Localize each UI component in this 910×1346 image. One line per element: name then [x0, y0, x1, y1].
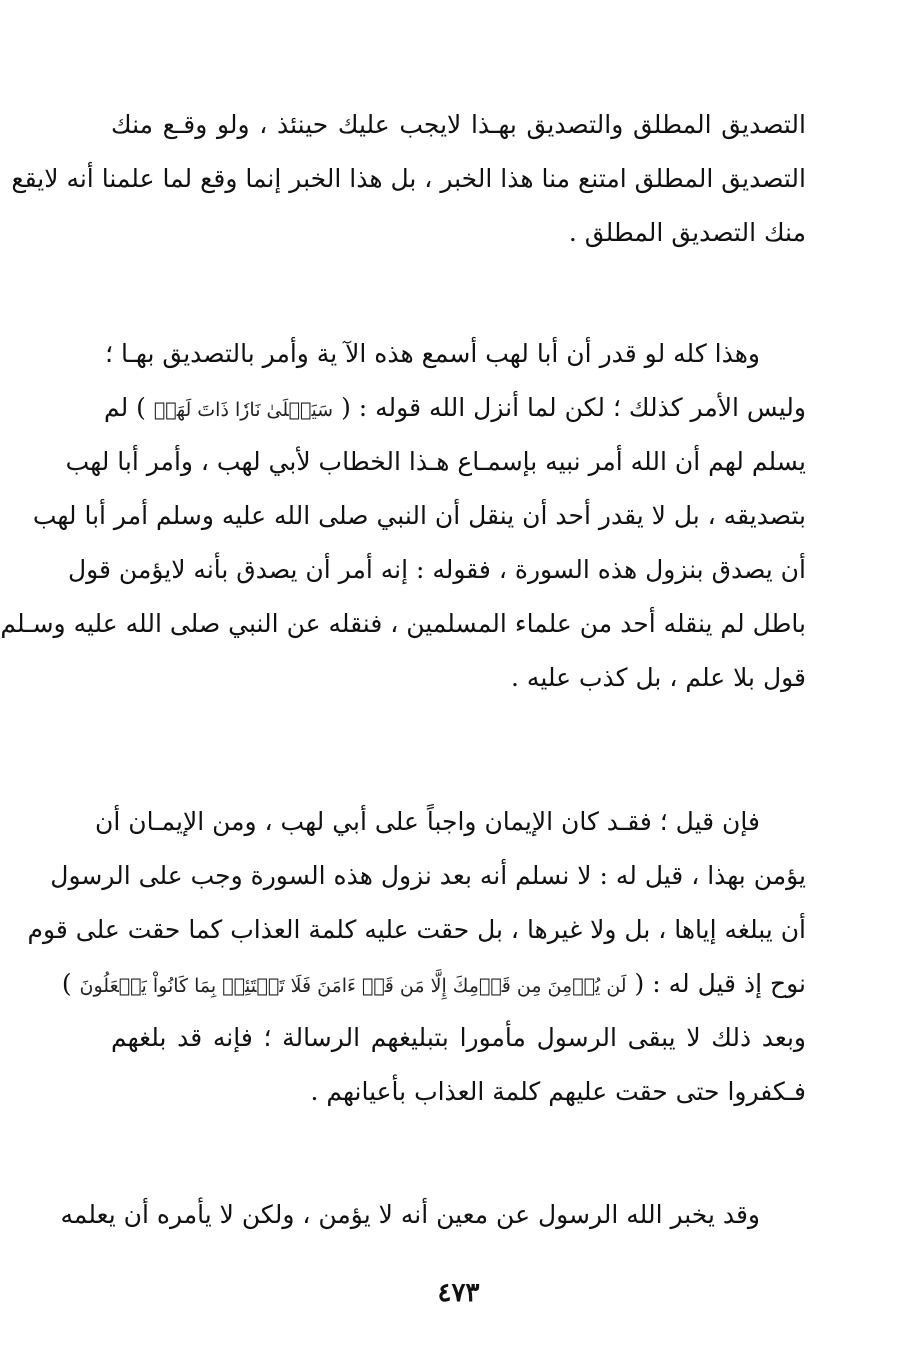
text-segment: نوح إذ قيل له : ( — [634, 969, 806, 998]
paragraph-2 — [0, 327, 806, 705]
quran-verse: سَيَصۡلَىٰ نَارٗا ذَاتَ لَهَبٖ — [153, 399, 334, 421]
text-line-with-quran — [103, 381, 806, 435]
text-segment: ) لم — [103, 393, 146, 422]
text-line: أن يصدق بنزول هذه السورة ، فقوله : إنه أمر أن يصدق بأنه لايؤمن قول — [67, 555, 806, 584]
text-segment: وليس الأمر كذلك ؛ لكن لما أنزل الله قوله : ( — [341, 393, 806, 422]
text-line: التصديق المطلق والتصديق بهـذا لايجب عليك حينئذ ، ولو وقـع منك — [111, 110, 806, 139]
text-line: التصديق المطلق امتنع منا هذا الخبر ، بل هذا الخبر إنما وقع لما علمنا أنه لايقع — [11, 164, 806, 193]
text-line: بتصديقه ، بل لا يقدر أحد أن ينقل أن النبي صلى الله عليه وسلم أمر أبا لهب — [32, 501, 806, 530]
text-line: وقد يخبر الله الرسول عن معين أنه لا يؤمن ، ولكن لا يأمره أن يعلمه — [60, 1200, 760, 1229]
text-line: يسلم لهم أن الله أمر نبيه بإسمـاع هـذا الخطاب لأبي لهب ، وأمر أبا لهب — [65, 447, 806, 476]
text-line: وبعد ذلك لا يبقى الرسول مأمورا بتبليغهم الرسالة ؛ فإنه قد بلغهم — [111, 1023, 806, 1052]
text-line: أن يبلغه إياها ، بل ولا غيرها ، بل حقت عليه كلمة العذاب كما حقت على قوم — [27, 915, 806, 944]
text-line: منك التصديق المطلق . — [568, 218, 806, 247]
text-line: قول بلا علم ، بل كذب عليه . — [511, 663, 806, 692]
text-line: باطل لم ينقله أحد من علماء المسلمين ، فنقله عن النبي صلى الله عليه وسـلم — [0, 609, 806, 638]
text-line: وهذا كله لو قدر أن أبا لهب أسمع هذه الآ ية وأمر بالتصديق بهـا ؛ — [105, 339, 760, 368]
text-line-with-quran — [61, 957, 806, 1011]
quran-verse: لَن يُؤۡمِنَ مِن قَوۡمِكَ إِلَّا مَن قَدۡ ءَامَنَ فَلَا تَبۡتَئِسۡ بِمَا كَانُواْ يَفۡعَلُونَ — [79, 975, 627, 997]
paragraph-1 — [11, 98, 806, 260]
text-line: يؤمن بهذا ، قيل له : لا نسلم أنه بعد نزول هذه السورة وجب على الرسول — [50, 861, 806, 890]
page-number: ٤٧٣ — [437, 1278, 480, 1308]
text-line: فـكفروا حتى حقت عليهم كلمة العذاب بأعيانهم . — [310, 1077, 806, 1106]
paragraph-4 — [60, 1188, 806, 1242]
text-line: فإن قيل ؛ فقـد كان الإيمان واجباً على أبي لهب ، ومن الإيمـان أن — [94, 807, 760, 836]
text-segment: ) — [61, 969, 72, 998]
paragraph-3 — [27, 795, 806, 1119]
